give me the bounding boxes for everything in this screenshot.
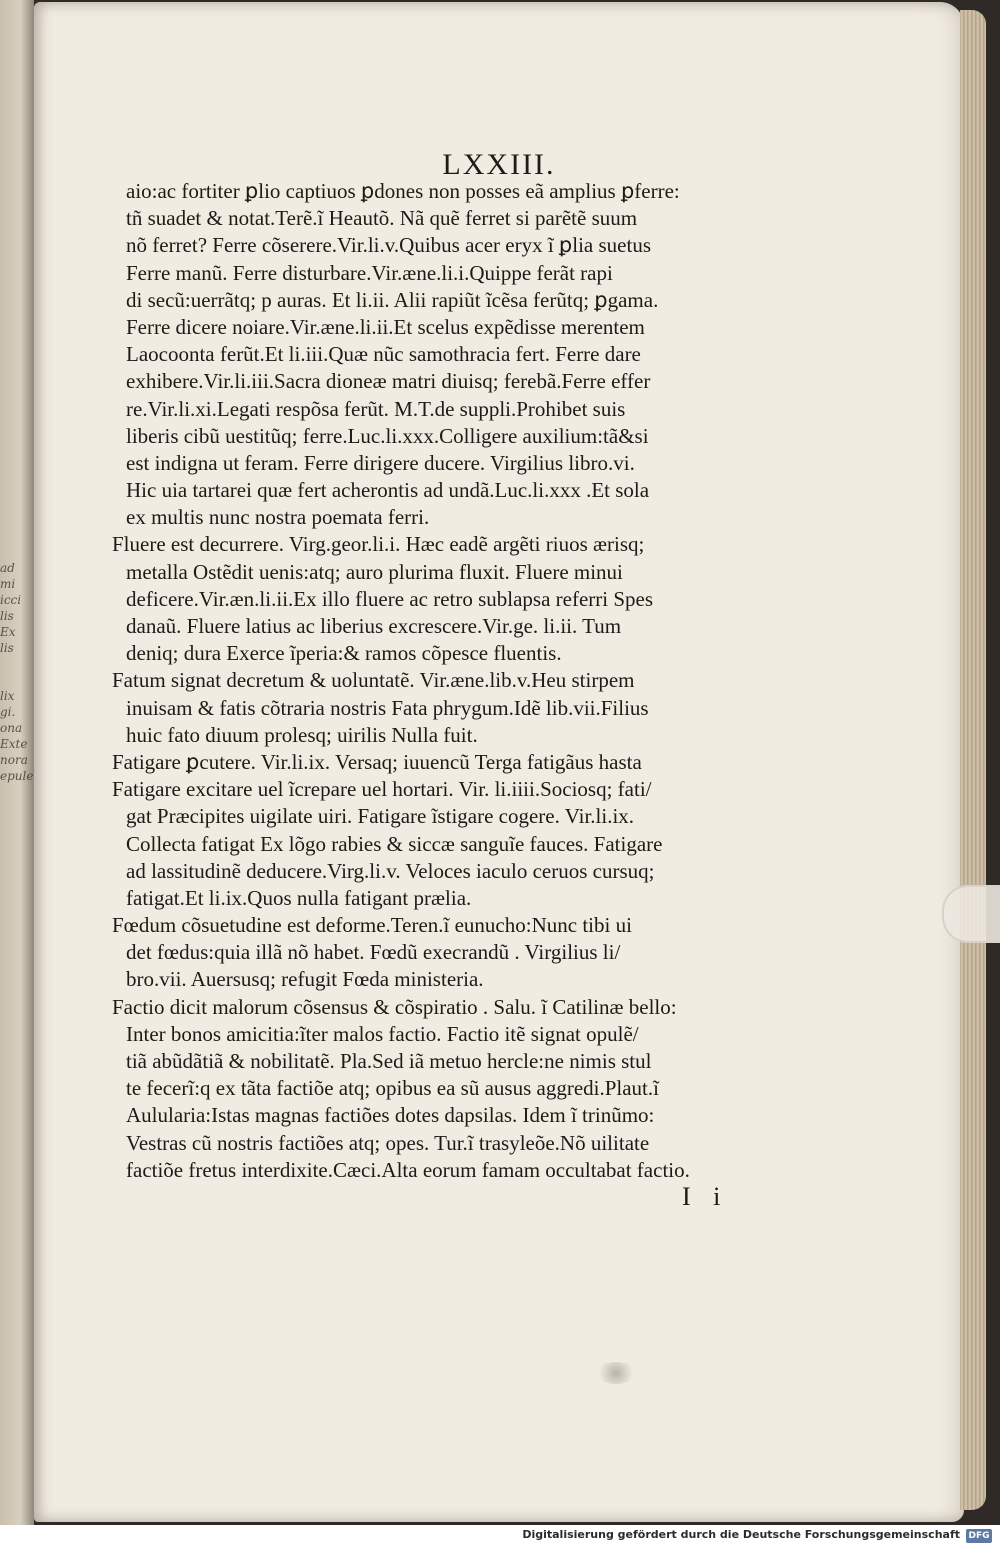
text-line: metalla Ostẽdit uenis:atq; auro plurima fluxit. Fluere minui (126, 559, 623, 584)
text-line: bro.vii. Auersusq; refugit Fœda ministeria. (126, 967, 484, 992)
text-line: nõ ferret? Ferre cõserere.Vir.li.v.Quibus acer eryx ĩ ꝑlia suetus (126, 233, 651, 258)
text-line: aio:ac fortiter ꝑlio captiuos ꝑdones non posses eã amplius ꝑferre: (126, 179, 680, 203)
text-line: huic fato diuum prolesq; uirilis Nulla fuit. (126, 722, 478, 747)
book-page (34, 2, 964, 1522)
text-line: inuisam & fatis cõtraria nostris Fata phrygum.Idẽ lib.vii.Filius (126, 695, 649, 720)
text-line: re.Vir.li.xi.Legati respõsa ferũt. M.T.de suppli.Prohibet suis (126, 396, 626, 421)
text-line: tñ suadet & notat.Terẽ.ĩ Heautõ. Nã quẽ ferret si parẽtẽ suum (126, 206, 638, 231)
text-line: Laocoonta ferũt.Et li.iii.Quæ nũc samothracia fert. Ferre dare (126, 342, 641, 367)
text-line: factiõe fretus interdixite.Cæci.Alta eorum famam occultabat factio. (126, 1157, 690, 1182)
text-line: ad lassitudinẽ deducere.Virg.li.v. Veloces iaculo ceruos cursuq; (126, 858, 655, 883)
signature-mark: I i (682, 1182, 729, 1211)
text-line: Hic uia tartarei quæ fert acherontis ad undã.Luc.li.xxx .Et sola (126, 478, 650, 503)
text-line: Factio dicit malorum cõsensus & cõspiratio . Salu. ĩ Catilinæ bello: (112, 994, 677, 1019)
previous-page-margin-text: ad mi icci lis Ex lis lix gi. ona Exte nora epule (0, 561, 34, 783)
text-line: Vestras cũ nostris factiões atq; opes. Tur.ĩ trasyleõe.Nõ uilitate (126, 1130, 650, 1155)
text-line: ex multis nunc nostra poemata ferri. (126, 505, 430, 530)
footer-credit: Digitalisierung gefördert durch die Deutsche Forschungsgemeinschaft (522, 1528, 960, 1541)
dfg-logo: DFG (966, 1529, 992, 1543)
text-line: gat Præcipites uigilate uiri. Fatigare ĩstigare cogere. Vir.li.ix. (126, 804, 635, 829)
text-line: Fatigare excitare uel ĩcrepare uel hortari. Vir. li.iiii.Sociosq; fati/ (112, 777, 652, 802)
page-stain (594, 1362, 638, 1384)
text-line: liberis cibũ uestitũq; ferre.Luc.li.xxx.Colligere auxilium:tã&si (126, 423, 649, 448)
text-line: Ferre dicere noiare.Vir.æne.li.ii.Et scelus expẽdisse merentem (126, 314, 645, 339)
text-line: exhibere.Vir.li.iii.Sacra dioneæ matri diuisq; ferebã.Ferre effer (126, 369, 651, 394)
text-line: te fecerĩ:q ex tãta factiõe atq; opibus ea sũ ausus aggredi.Plaut.ĩ (126, 1076, 659, 1101)
folio-number: LXXIII. (442, 148, 556, 181)
text-line: Fatum signat decretum & uoluntatẽ. Vir.æne.lib.v.Heu stirpem (112, 668, 635, 693)
text-line: Fluere est decurrere. Virg.geor.li.i. Hæc eadẽ argẽti riuos ærisq; (112, 532, 645, 557)
page-edges (960, 10, 986, 1510)
text-line: est indigna ut feram. Ferre dirigere ducere. Virgilius libro.vi. (126, 450, 635, 475)
text-line: det fœdus:quia illã nõ habet. Fœdũ execrandũ . Virgilius li/ (126, 940, 621, 965)
text-line: Aulularia:Istas magnas factiões dotes dapsilas. Idem ĩ trinũmo: (126, 1103, 655, 1128)
text-line: Fatigare ꝑcutere. Vir.li.ix. Versaq; iuuencũ Terga fatigãus hasta (112, 749, 642, 774)
text-line: tiã abũdãtiã & nobilitatẽ. Pla.Sed iã metuo hercle:ne nimis stul (126, 1049, 652, 1073)
text-line: deniq; dura Exerce ĩperia:& ramos cõpesce fluentis. (126, 641, 562, 666)
footer-bar (0, 1525, 1000, 1547)
body-text (112, 178, 812, 1184)
text-line: deficere.Vir.æn.li.ii.Ex illo fluere ac retro sublapsa referri Spes (126, 586, 654, 611)
text-line: di secũ:uerrãtq; p auras. Et li.ii. Alii rapiũt ĩcẽsa ferũtq; ꝑgama. (126, 287, 659, 312)
previous-page-edge (0, 0, 34, 1525)
text-line: Inter bonos amicitia:ĩter malos factio. Factio itẽ signat opulẽ/ (126, 1021, 639, 1046)
text-line: fatigat.Et li.ix.Quos nulla fatigant prælia. (126, 885, 472, 910)
text-line: Fœdum cõsuetudine est deforme.Teren.ĩ eunucho:Nunc tibi ui (112, 913, 632, 938)
text-line: Ferre manũ. Ferre disturbare.Vir.æne.li.i.Quippe ferãt rapi (126, 260, 613, 285)
text-line: danaũ. Fluere latius ac liberius excrescere.Vir.ge. li.ii. Tum (126, 614, 622, 638)
page-tab (942, 885, 1000, 943)
text-line: Collecta fatigat Ex lõgo rabies & siccæ sanguĩe fauces. Fatigare (126, 831, 663, 856)
